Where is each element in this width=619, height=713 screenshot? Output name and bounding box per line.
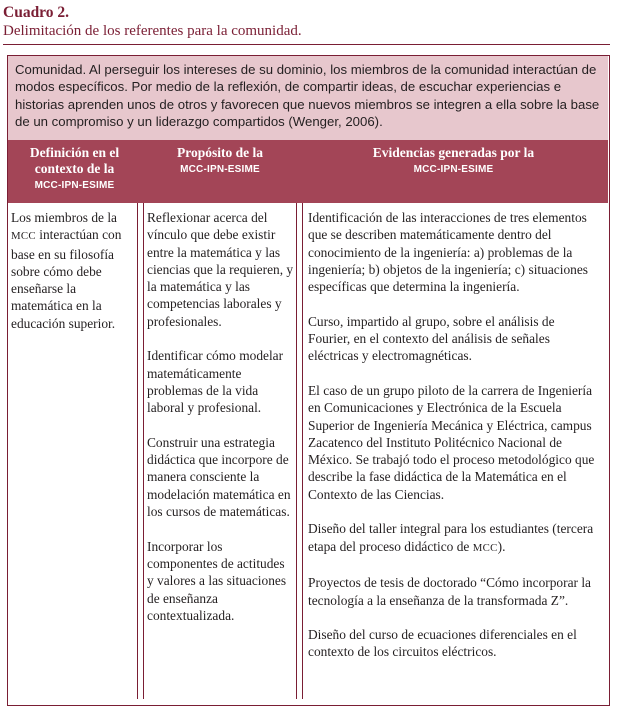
definition-cell bbox=[8, 203, 138, 699]
evidence-item-post: ). bbox=[497, 538, 506, 554]
header-definition bbox=[8, 140, 141, 203]
purpose-cell bbox=[143, 203, 297, 699]
definition-abbr: MCC bbox=[11, 230, 36, 243]
evidence-item-abbr: MCC bbox=[472, 541, 498, 554]
purpose-item: Reflexionar acerca del vínculo que debe existir entre la matemática y las ciencias que la requieren, y la matemática y las competencias laborales y profesionales. bbox=[147, 210, 294, 329]
header-purpose bbox=[141, 140, 299, 203]
definition-text-post: interactúan con base en su filosofía sobre cómo debe enseñarse la matemática en la educación superior. bbox=[11, 227, 122, 331]
evidence-item: Identificación de las interacciones de tres elementos que se describen matemáticamente dentro del conocimiento de la ingeniería: a) problemas de la ingeniería; b) objetos de la ingeniería; c) situaciones específicas que determina la ingeniería. bbox=[308, 210, 588, 295]
purpose-item: Incorporar los componentes de actitudes y valores a las situaciones de enseñanza contextualizada. bbox=[147, 538, 287, 623]
purpose-item: Construir una estrategia didáctica que incorpore de manera consciente la modelación matemática en los cursos de matemáticas. bbox=[147, 434, 291, 520]
intro-paragraph: Comunidad. Al perseguir los intereses de su dominio, los miembros de la comunidad interactúan de modos específicos. Por medio de la reflexión, de compartir ideas, de escuchar experiencias e historias aprenden unos de otros y favorecen que nuevos miembros se integren a ella sobre la base de un compromiso y un liderazgo compartidos (Wenger, 2006). bbox=[8, 56, 608, 140]
referents-table bbox=[7, 55, 610, 706]
evidence-item: Curso, impartido al grupo, sobre el análisis de Fourier, en el contexto del análisis de señales eléctricas y electromagnéticas. bbox=[308, 313, 555, 364]
table-header-row bbox=[8, 140, 608, 203]
header-evidence-sub: MCC-IPN-ESIME bbox=[413, 164, 494, 175]
evidence-item: El caso de un grupo piloto de la carrera de Ingeniería en Comunicaciones y Electrónica de la Escuela Superior de Ingeniería Mecánica y Eléctrica, campus Zacatenco del Instituto Politécnico Nacional de México. Se trabajó todo el proceso metodológico que describe la fase didáctica de la Matemática en el Contexto de las Ciencias. bbox=[308, 382, 595, 502]
caption-title: Delimitación de los referentes para la comunidad. bbox=[3, 23, 302, 39]
header-definition-sub: MCC-IPN-ESIME bbox=[34, 180, 115, 191]
header-evidence bbox=[299, 140, 608, 203]
evidence-item: Proyectos de tesis de doctorado “Cómo incorporar la tecnología a la enseñanza de la transformada Z”. bbox=[308, 575, 591, 608]
purpose-item: Identificar cómo modelar matemáticamente problemas de la vida laboral y profesional. bbox=[147, 348, 284, 416]
definition-text-pre: Los miembros de la bbox=[11, 210, 117, 225]
evidence-item-pre: Diseño del taller integral para los estudiantes (tercera etapa del proceso didáctico de bbox=[308, 521, 594, 554]
header-evidence-title: Evidencias generadas por la bbox=[372, 145, 535, 160]
table-body-row bbox=[8, 203, 608, 705]
evidence-cell bbox=[302, 203, 604, 699]
header-definition-title: Definición en el contexto de la bbox=[29, 145, 120, 176]
header-purpose-sub: MCC-IPN-ESIME bbox=[180, 164, 260, 175]
caption-divider bbox=[3, 44, 610, 45]
evidence-item bbox=[308, 520, 600, 557]
header-purpose-title: Propósito de la bbox=[176, 145, 263, 160]
table-caption bbox=[3, 4, 610, 40]
caption-number: Cuadro 2. bbox=[3, 4, 70, 21]
evidence-item: Diseño del curso de ecuaciones diferenciales en el contexto de los circuitos eléctricos. bbox=[308, 627, 577, 660]
